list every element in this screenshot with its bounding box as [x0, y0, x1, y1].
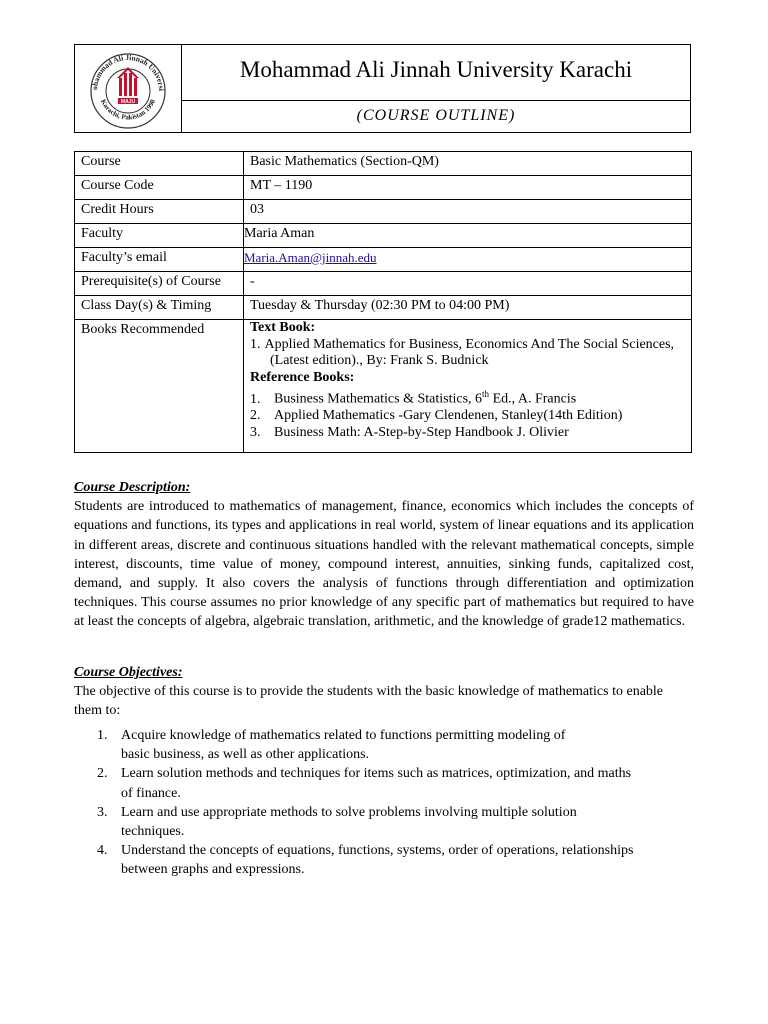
list-item [97, 726, 697, 764]
list-item [97, 841, 697, 879]
list-item [97, 803, 697, 841]
row-value [244, 248, 692, 272]
logo-badge-text: MAJU [120, 99, 136, 105]
books-cell [244, 320, 692, 453]
row-value: MT – 1190 [244, 176, 692, 200]
reference-book-item [250, 408, 685, 425]
row-label: Faculty [75, 224, 244, 248]
book-title: Business Mathematics & Statistics, 6 [274, 391, 483, 407]
objective-line: techniques. [121, 824, 185, 840]
reference-book-item [250, 386, 685, 408]
row-label: Credit Hours [75, 200, 244, 224]
table-row-books [75, 320, 692, 453]
row-value: Tuesday & Thursday (02:30 PM to 04:00 PM) [244, 296, 692, 320]
row-value: - [244, 272, 692, 296]
reference-heading: Reference Books: [250, 369, 355, 385]
logo-cell [75, 45, 182, 132]
course-info-table [74, 151, 692, 453]
list-number: 1. [250, 336, 261, 352]
table-row [75, 176, 692, 200]
list-item [97, 764, 697, 802]
book-title: Business Math: A-Step-by-Step Handbook J. Olivier [274, 424, 569, 440]
logo-arc-top-text: ohammad Ali Jinnah Universi [89, 52, 167, 92]
row-value: Maria Aman [244, 224, 692, 248]
section-heading: Course Description: [74, 480, 191, 495]
objective-line: Learn solution methods and techniques for items such as matrices, optimization, and maths [121, 766, 632, 782]
university-logo [75, 45, 181, 132]
objective-line: between graphs and expressions. [121, 862, 305, 878]
table-row [75, 248, 692, 272]
logo-arc-bottom-text: Karachi, Pakistan 1998 [98, 98, 158, 122]
objectives-list [97, 726, 697, 880]
book-title-rest: Ed., A. Francis [489, 391, 577, 407]
objective-line: Understand the concepts of equations, functions, systems, order of operations, relationships [121, 843, 634, 859]
list-number: 1. [250, 391, 261, 407]
objective-line: Learn and use appropriate methods to solve problems involving multiple solution [121, 804, 577, 820]
faculty-email-link[interactable]: Maria.Aman@jinnah.edu [244, 250, 377, 265]
row-label: Prerequisite(s) of Course [75, 272, 244, 296]
section-heading: Course Objectives: [74, 665, 183, 680]
row-label: Course [75, 152, 244, 176]
objective-line: of finance. [121, 785, 181, 801]
list-number: 3. [97, 804, 108, 820]
table-row [75, 296, 692, 320]
objective-line: Acquire knowledge of mathematics related to functions permitting modeling of [121, 728, 566, 743]
row-value: Basic Mathematics (Section-QM) [244, 152, 692, 176]
book-title: Applied Mathematics for Business, Economics And The Social Sciences, (Latest edition)., By: Frank S. Budnick [264, 336, 675, 368]
book-title: Applied Mathematics -Gary Clendenen, Stanley(14th Edition) [274, 408, 623, 424]
course-description-section [74, 478, 694, 632]
row-label: Books Recommended [75, 320, 244, 453]
books-list [250, 320, 685, 441]
description-body: Students are introduced to mathematics of management, finance, economics which includes the concepts of equations and functions, its types and applications in real world, system of linear equations and its application in different areas, discrete and continuous situations handled with the relevant mathematical concepts, simple interest, discounts, time value of money, compound interest, annuities, sinking funds, capitalized cost, demand, and supply. It also covers the analysis of functions through differentiation and optimization techniques. This course assumes no prior knowledge of any specific part of mathematics but required to have at least the concepts of algebra, algebraic translation, arithmetic, and the knowledge of grade12 mathematics. [74, 499, 694, 630]
row-label: Class Day(s) & Timing [75, 296, 244, 320]
row-label: Faculty’s email [75, 248, 244, 272]
list-number: 4. [97, 843, 108, 859]
list-number: 3. [250, 424, 261, 440]
document-subtitle: (COURSE OUTLINE) [356, 107, 516, 124]
table-row [75, 152, 692, 176]
row-value: 03 [244, 200, 692, 224]
book-title-sup: th [482, 389, 490, 399]
table-row [75, 224, 692, 248]
text-book-item [250, 337, 685, 370]
objective-line: basic business, as well as other applications. [121, 747, 370, 763]
row-label: Course Code [75, 176, 244, 200]
course-objectives-section [74, 663, 694, 721]
table-row [75, 272, 692, 296]
objectives-intro: The objective of this course is to provide the students with the basic knowledge of mathematics to enable them to: [74, 684, 664, 719]
table-row [75, 200, 692, 224]
text-book-heading: Text Book: [250, 320, 316, 335]
list-number: 2. [250, 408, 261, 424]
university-title: Mohammad Ali Jinnah University Karachi [182, 45, 690, 101]
list-number: 1. [97, 728, 108, 743]
reference-book-item [250, 425, 685, 442]
list-number: 2. [97, 766, 108, 782]
header-box [74, 44, 691, 133]
